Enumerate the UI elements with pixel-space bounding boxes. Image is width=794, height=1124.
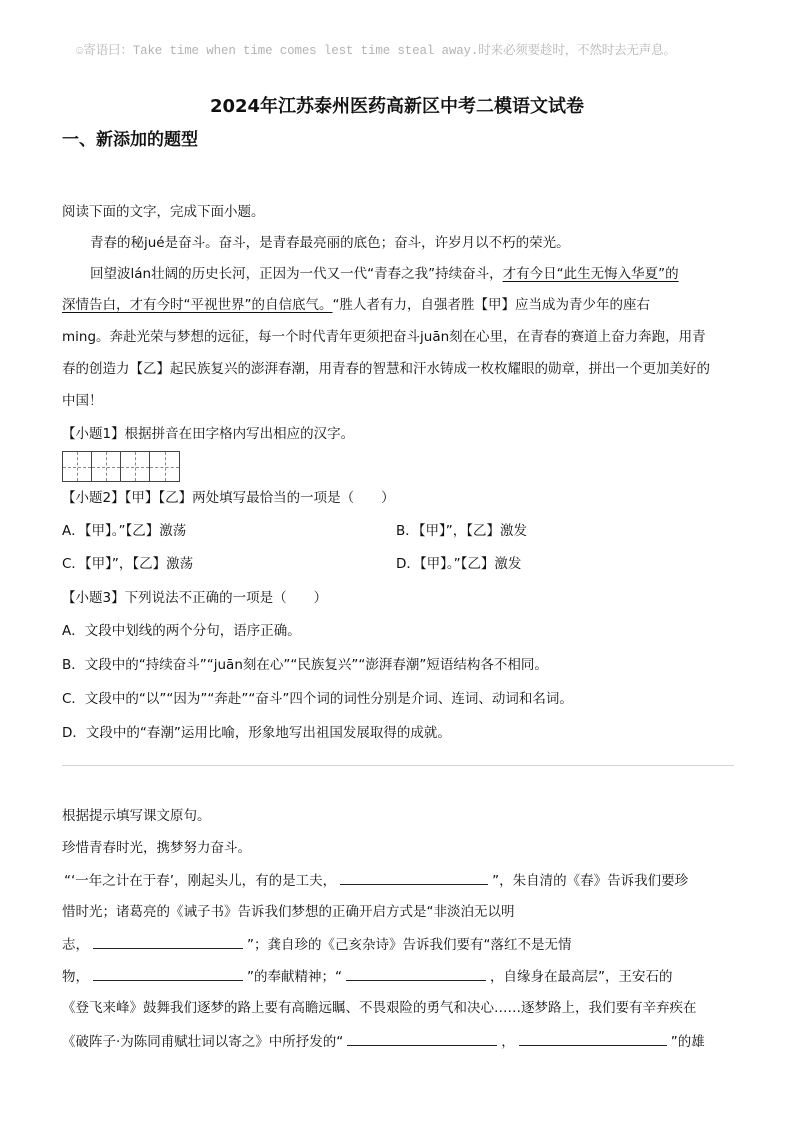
- q1-sub2-option-b[interactable]: B．【甲】”，【乙】激发: [396, 523, 528, 539]
- tianzige-cell[interactable]: [121, 452, 150, 481]
- q1-intro: 阅读下面的文字，完成下面小题。: [62, 204, 265, 220]
- q1-underlined-clause: 才有今日“此生无悔入华夏”的: [502, 266, 679, 282]
- tianzige-cell[interactable]: [150, 452, 179, 481]
- q2-line3: [62, 934, 572, 955]
- answer-blank-5[interactable]: [347, 1031, 497, 1046]
- q2-text: “‘一年之计在于春’，刚起头儿，有的是工夫，: [64, 873, 337, 889]
- q2-text: ，自缘身在最高层”，王安石的: [490, 969, 673, 985]
- q2-line4: [62, 966, 673, 987]
- answer-blank-6[interactable]: [519, 1031, 667, 1046]
- tianzige-cell[interactable]: [63, 452, 92, 481]
- q2-intro: 根据提示填写课文原句。: [62, 808, 211, 824]
- q2-text: ，: [501, 1034, 515, 1050]
- q2-text: ”的奉献精神；“: [247, 969, 342, 985]
- section-heading: 一、新添加的题型: [62, 130, 198, 150]
- q1-para2-line2: [62, 295, 650, 315]
- q1-para1: 青春的秘jué是奋斗。奋斗，是青春最亮丽的底色；奋斗，许岁月以不朽的荣光。: [90, 235, 570, 251]
- q1-para2-line5: 中国！: [62, 393, 103, 409]
- q2-line5: 《登飞来峰》鼓舞我们逐梦的路上要有高瞻远瞩、不畏艰险的勇气和决心……逐梦路上，我们要有辛弃疾在: [62, 1000, 697, 1016]
- q2-text: ”，朱自清的《春》告诉我们要珍: [492, 873, 689, 889]
- section-divider: [62, 765, 734, 766]
- q1-para2-text: “胜人者有力，自强者胜【甲】应当成为青少年的座右: [332, 297, 650, 313]
- q1-sub3: 【小题3】下列说法不正确的一项是（ ）: [62, 590, 328, 606]
- q1-para2-line1: [90, 264, 679, 284]
- q2-line6: [62, 1031, 705, 1052]
- tianzige-grid[interactable]: [62, 451, 180, 482]
- q1-para2-line4: 春的创造力【乙】起民族复兴的澎湃春潮，用青春的智慧和汗水铸成一枚枚耀眼的勋章，拼出一个更加美好的: [62, 361, 710, 377]
- q1-underlined-clause-cont: 深情告白，才有今时“平视世界”的自信底气。: [62, 297, 333, 313]
- q1-sub1: 【小题1】根据拼音在田字格内写出相应的汉字。: [62, 426, 355, 442]
- q1-para2-line3: ming。奔赴光荣与梦想的远征，每一个时代青年更须把奋斗juān刻在心里，在青春的赛道上奋力奔跑，用青: [62, 329, 706, 345]
- q1-sub2: 【小题2】【甲】【乙】两处填写最恰当的一项是（ ）: [62, 490, 395, 506]
- q1-sub3-option-d[interactable]: D．文段中的“春潮”运用比喻，形象地写出祖国发展取得的成就。: [62, 725, 451, 741]
- q2-text: ”；龚自珍的《己亥杂诗》告诉我们要有“落红不是无情: [247, 937, 572, 953]
- q2-theme: 珍惜青春时光，携梦努力奋斗。: [62, 840, 251, 856]
- q2-line2: 惜时光；诸葛亮的《诫子书》告诉我们梦想的正确开启方式是“非淡泊无以明: [62, 904, 515, 920]
- q1-sub3-option-a[interactable]: A．文段中划线的两个分句，语序正确。: [62, 623, 301, 639]
- answer-blank-4[interactable]: [346, 966, 486, 981]
- q2-text: 《破阵子·为陈同甫赋壮词以寄之》中所抒发的“: [62, 1034, 344, 1050]
- q2-line1: [64, 870, 688, 891]
- q2-text: ”的雄: [670, 1034, 705, 1050]
- q1-sub2-option-c[interactable]: C．【甲】”，【乙】激荡: [62, 556, 194, 572]
- tianzige-cell[interactable]: [92, 452, 121, 481]
- q1-sub2-option-d[interactable]: D．【甲】。”【乙】激发: [396, 556, 522, 572]
- q1-sub3-option-b[interactable]: B．文段中的“持续奋斗”“juān刻在心”“民族复兴”“澎湃春潮”短语结构各不相同。: [62, 657, 548, 673]
- answer-blank-3[interactable]: [93, 966, 243, 981]
- q1-sub3-option-c[interactable]: C．文段中的“以”“因为”“奔赴”“奋斗”四个词的词性分别是介词、连词、动词和名词。: [62, 691, 573, 707]
- answer-blank-2[interactable]: [93, 934, 243, 949]
- q2-text: 志，: [62, 937, 89, 953]
- q2-text: 物，: [62, 969, 89, 985]
- page-title: 2024年江苏泰州医药高新区中考二模语文试卷: [209, 96, 585, 117]
- answer-blank-1[interactable]: [340, 870, 488, 885]
- q1-para2-text: 回望波lán壮阔的历史长河，正因为一代又一代“青春之我”持续奋斗，: [90, 266, 503, 282]
- q1-sub2-option-a[interactable]: A．【甲】。”【乙】激荡: [62, 523, 187, 539]
- header-motto: ☺寄语曰：Take time when time comes lest time steal away.时来必须要趁时，不然时去无声息。: [76, 44, 676, 58]
